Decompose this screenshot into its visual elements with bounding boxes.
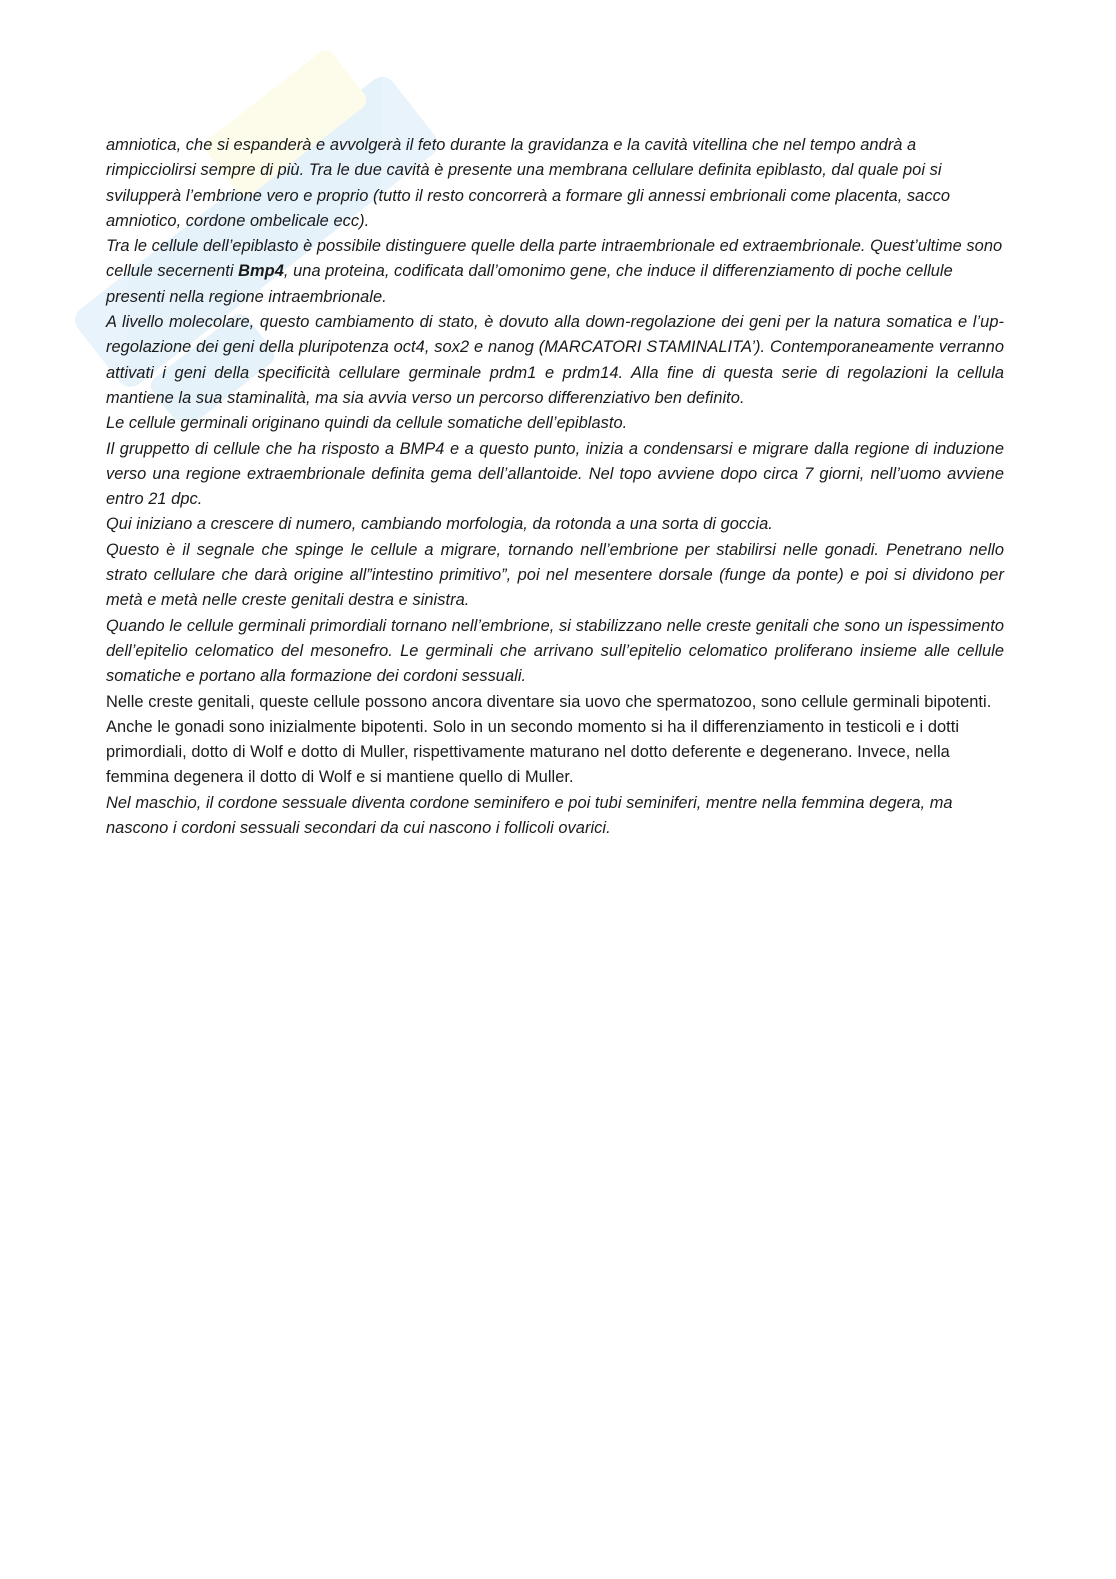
paragraph-text: Le cellule germinali originano quindi da cellule somatiche dell’epiblasto.	[106, 414, 628, 433]
paragraph-4	[106, 411, 1004, 436]
paragraph-11	[106, 791, 1004, 842]
paragraph-2	[106, 234, 1004, 310]
paragraph-text: Nelle creste genitali, queste cellule possono ancora diventare sia uovo che spermatozoo, sono cellule germinali bipotenti.	[106, 692, 992, 711]
paragraph-7	[106, 538, 1004, 614]
document-body	[106, 133, 1004, 841]
paragraph-text: , una proteina, codificata dall’omonimo gene, che induce il differenziamento di poche cellule presenti nella regione intraembrionale.	[106, 262, 953, 306]
paragraph-3	[106, 310, 1004, 411]
paragraph-text: Anche le gonadi sono inizialmente bipotenti. Solo in un secondo momento si ha il differenziamento in testicoli e i dotti primordiali, dotto di Wolf e dotto di Muller, rispettivamente maturano nel dotto deferente e degenerano. Invece, nella femmina degenera il dotto di Wolf e si mantiene quello di Muller.	[106, 717, 960, 787]
paragraph-text: Qui iniziano a crescere di numero, cambiando morfologia, da rotonda a una sorta di goccia.	[106, 515, 773, 534]
paragraph-text: Nel maschio, il cordone sessuale diventa cordone seminifero e poi tubi seminiferi, mentre nella femmina degera, ma nascono i cordoni sessuali secondari da cui nascono i follicoli ovarici.	[106, 793, 953, 838]
paragraph-text: amniotica, che si espanderà e avvolgerà il feto durante la gravidanza e la cavità vitellina che nel tempo andrà a rimpicciolirsi sempre di più. Tra le due cavità è presente una membrana cellulare definita epiblasto, dal quale poi si svilupperà l’embrione vero e proprio (tutto il resto concorrerà a formare gli annessi embrionali come placenta, sacco amniotico, cordone ombelicale ecc).	[106, 136, 950, 230]
bold-term: Bmp4	[238, 262, 284, 281]
paragraph-text: Quando le cellule germinali primordiali tornano nell’embrione, si stabilizzano nelle creste genitali che sono un ispessimento dell’epitelio celomatico del mesonefro. Le germinali che arrivano sull’epitelio celomatico proliferano insieme alle cellule somatiche e portano alla formazione dei cordoni sessuali.	[106, 616, 1004, 686]
paragraph-1	[106, 133, 1004, 234]
paragraph-10	[106, 715, 1004, 791]
paragraph-text: Questo è il segnale che spinge le cellule a migrare, tornando nell’embrione per stabilirsi nelle gonadi. Penetrano nello strato cellulare che darà origine all”intestino primitivo”, poi nel mesentere dorsale (funge da ponte) e poi si dividono per metà e metà nelle creste genitali destra e sinistra.	[106, 540, 1004, 610]
paragraph-9	[106, 690, 1004, 715]
paragraph-text: Il gruppetto di cellule che ha risposto a BMP4 e a questo punto, inizia a condensarsi e migrare dalla regione di induzione verso una regione extraembrionale definita gema dell’allantoide. Nel topo avviene dopo circa 7 giorni, nell’uomo avviene entro 21 dpc.	[106, 439, 1004, 509]
paragraph-5	[106, 437, 1004, 513]
paragraph-6	[106, 512, 1004, 537]
paragraph-8	[106, 614, 1004, 690]
paragraph-text: A livello molecolare, questo cambiamento di stato, è dovuto alla down-regolazione dei geni per la natura somatica e l’up-regolazione dei geni della pluripotenza oct4, sox2 e nanog (MARCATORI STAMINALITA’). Contemporaneamente verranno attivati i geni della specificità cellulare germinale prdm1 e prdm14. Alla fine di questa serie di regolazioni la cellula mantiene la sua staminalità, ma sia avvia verso un percorso differenziativo ben definito.	[106, 313, 1004, 407]
paragraph-text: Tra le cellule dell’epiblasto è possibile distinguere quelle della parte intraembrionale ed extraembrionale. Quest’ultime sono cellule secernenti	[106, 237, 1003, 281]
